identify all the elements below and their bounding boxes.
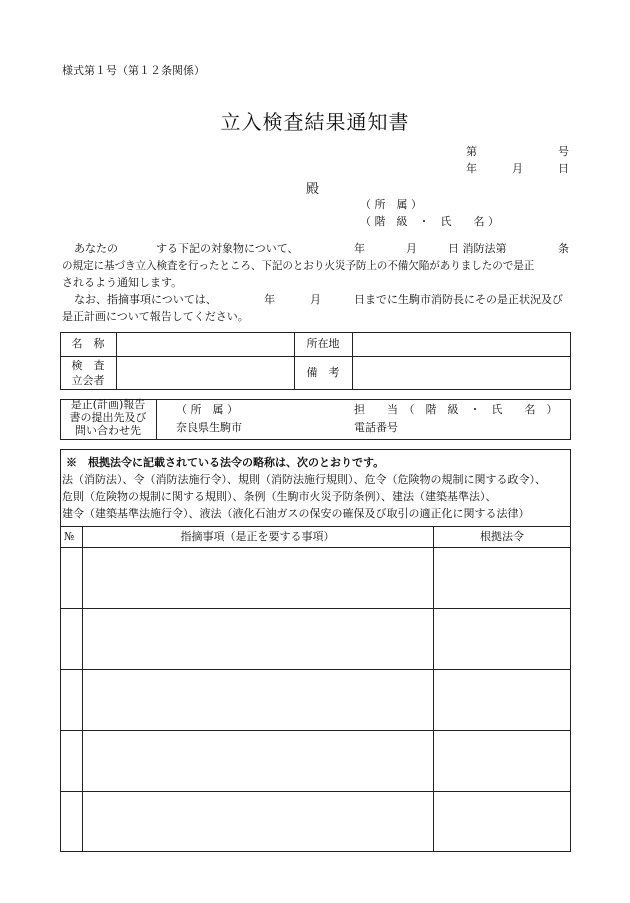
- body-line1-article: 条: [558, 242, 569, 255]
- item-row-5-item[interactable]: [84, 792, 432, 851]
- items-table-no-divider: [82, 526, 83, 852]
- body-line3: されるよう通知します。: [62, 276, 183, 289]
- remarks-label: 備 考: [306, 366, 340, 379]
- item-row-4-law[interactable]: [435, 731, 570, 790]
- item-row-3-item[interactable]: [84, 670, 432, 729]
- report-label-3: 問い合わせ先: [75, 424, 141, 437]
- item-row-4-no[interactable]: [61, 731, 81, 790]
- addressee-affiliation: （ 所 属 ）: [360, 198, 422, 211]
- report-label-1: 是正(計画)報告: [70, 398, 146, 411]
- number-prefix: 第: [466, 145, 477, 158]
- item-row-3-no[interactable]: [61, 670, 81, 729]
- report-contact-person: 担 当 （ 階 級 ・ 氏 名 ）: [354, 403, 558, 416]
- report-phone: 電話番号: [354, 421, 398, 434]
- body-line1-month: 月: [406, 242, 417, 255]
- items-table-top-border: [60, 526, 571, 527]
- body-line1-year: 年: [354, 242, 365, 255]
- item-row-2-law[interactable]: [435, 609, 570, 668]
- items-col-law: 根拠法令: [480, 530, 524, 543]
- form-number: 様式第１号（第１２条関係）: [62, 64, 205, 77]
- body-line1-a: あなたの: [74, 242, 118, 255]
- info-table-divider-3: [352, 332, 353, 390]
- body-line1-day: 日 消防法第: [448, 242, 507, 255]
- item-row-3-law[interactable]: [435, 670, 570, 729]
- location-field[interactable]: [354, 333, 570, 355]
- items-col-no: №: [64, 530, 75, 543]
- body-line4-month: 月: [310, 293, 321, 306]
- inspection-label-1: 検 査: [71, 359, 105, 372]
- report-org: 奈良県生駒市: [176, 421, 242, 434]
- report-label-2: 書の提出先及び: [69, 411, 147, 424]
- report-affiliation: （ 所 属 ）: [176, 403, 238, 416]
- remarks-field[interactable]: [354, 357, 570, 389]
- body-line4-a: なお、指摘事項については、: [74, 293, 217, 306]
- addressee-rank-name: （ 階 級 ・ 氏 名 ）: [360, 215, 499, 228]
- law-note-line3: 建令（建築基準法施行令）、液法（液化石油ガスの保安の確保及び取引の適正化に関する法律）: [62, 507, 530, 520]
- item-row-2-no[interactable]: [61, 609, 81, 668]
- addressee-honorific: 殿: [306, 182, 320, 197]
- law-note-line1: 法（消防法）、令（消防法施行令）、規則（消防法施行規則）、危令（危険物の規制に関する政令）、: [62, 473, 546, 486]
- date-month: 月: [512, 162, 523, 175]
- body-line4-year: 年: [264, 293, 275, 306]
- inspection-witness-field[interactable]: [118, 357, 293, 389]
- item-row-4-item[interactable]: [84, 731, 432, 790]
- body-line2: の規定に基づき立入検査を行ったところ、下記のとおり火災予防上の不備欠陥がありましたので是正: [62, 260, 535, 272]
- date-day: 日: [558, 162, 569, 175]
- inspection-label-2: 立会者: [71, 374, 105, 387]
- info-table-divider-1: [116, 332, 117, 390]
- body-line4-b: 日までに生駒市消防長にその是正状況及び: [354, 293, 563, 306]
- number-suffix: 号: [558, 145, 569, 158]
- law-note-heading: ※ 根拠法令に記載されている法令の略称は、次のとおりです。: [66, 456, 385, 469]
- item-row-1-law[interactable]: [435, 548, 570, 607]
- item-row-1-item[interactable]: [84, 548, 432, 607]
- name-label: 名 称: [71, 337, 105, 350]
- report-box-divider: [156, 399, 157, 440]
- body-line1-b: する下記の対象物について、: [156, 242, 299, 255]
- items-table-law-divider: [433, 526, 434, 852]
- item-row-5-law[interactable]: [435, 792, 570, 851]
- body-line5: 是正計画について報告してください。: [62, 310, 249, 323]
- item-row-5-no[interactable]: [61, 792, 81, 851]
- date-year: 年: [466, 162, 477, 175]
- item-row-2-item[interactable]: [84, 609, 432, 668]
- item-row-1-no[interactable]: [61, 548, 81, 607]
- document-title: 立入検査結果通知書: [220, 110, 410, 134]
- law-note-line2: 危則（危険物の規制に関する規則）、条例（生駒市火災予防条例）、建法（建築基準法）、: [62, 490, 497, 503]
- location-label: 所在地: [306, 337, 340, 350]
- items-col-item: 指摘事項（是正を要する事項）: [180, 530, 335, 543]
- name-field[interactable]: [118, 333, 293, 355]
